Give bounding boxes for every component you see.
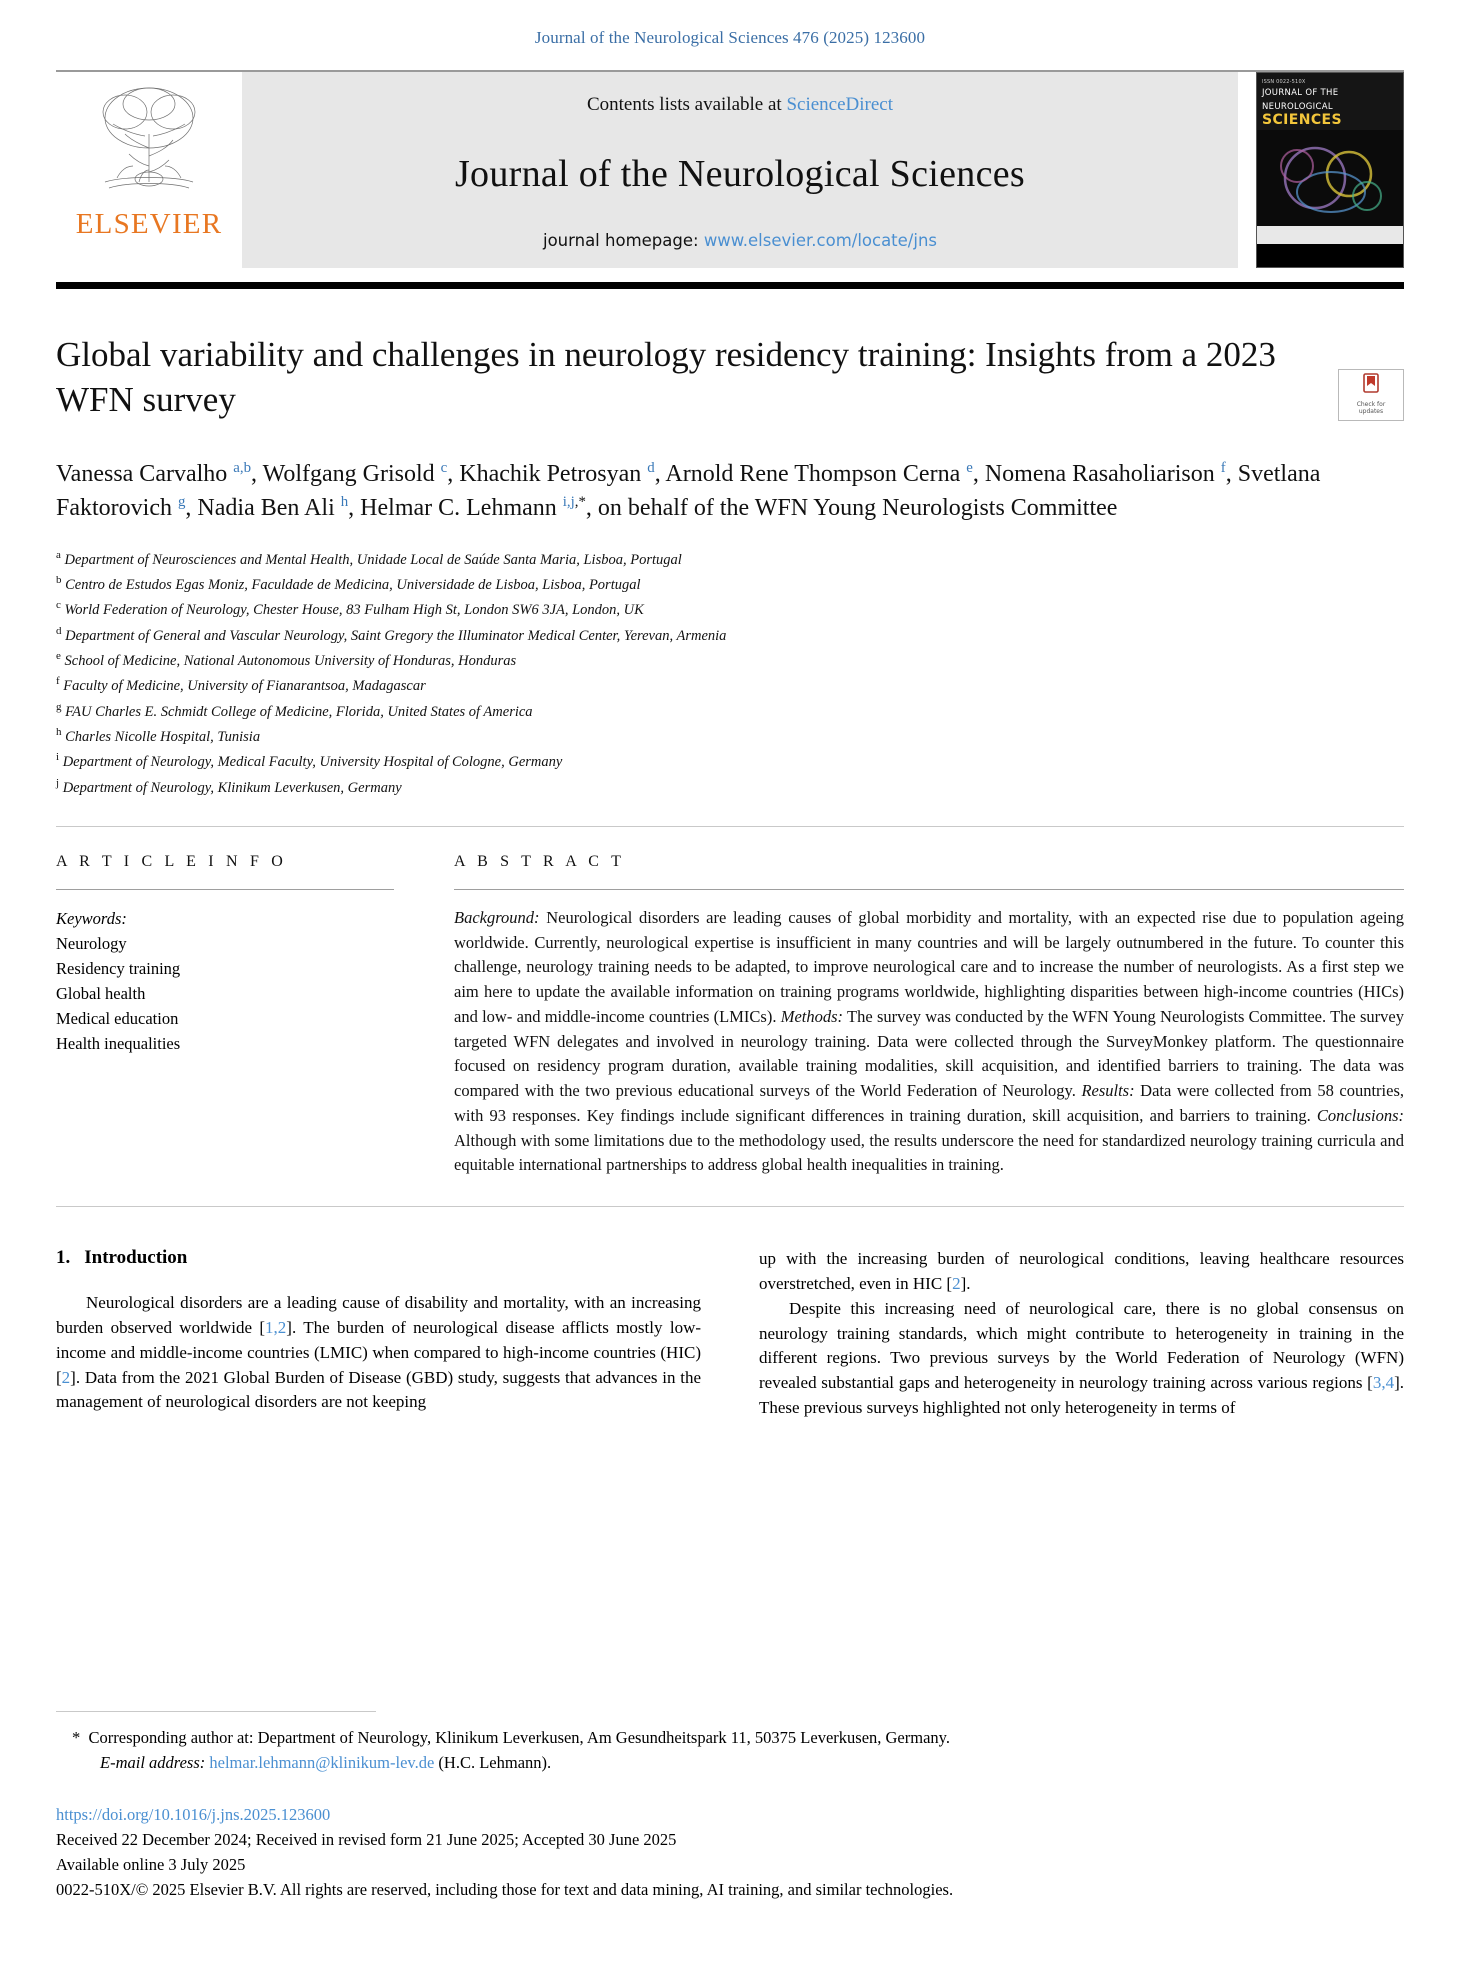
affiliation-mark: c [56, 599, 61, 612]
journal-masthead [56, 72, 1404, 268]
affiliation-mark: a [56, 548, 61, 561]
citation-ref-4[interactable]: 3,4 [1372, 1373, 1395, 1393]
affiliation-text: Department of General and Vascular Neurology, Saint Gregory the Illuminator Medical Center, Yerevan, Armenia [61, 627, 727, 644]
cover-header [1257, 73, 1403, 130]
cover-artwork [1257, 130, 1403, 226]
affiliation-text: School of Medicine, National Autonomous University of Honduras, Honduras [60, 652, 517, 669]
article-info-heading: A R T I C L E I N F O [56, 852, 288, 870]
affiliation-mark: d [56, 624, 62, 637]
abstract-section-label: Methods: [780, 1006, 844, 1026]
journal-title: Journal of the Neurological Sciences [454, 152, 1026, 195]
author-name: Vanessa Carvalho [56, 460, 234, 487]
intro-left-mid: ]. The burden of neurological disease afflicts mostly low-income and middle-income countries (LMIC) when compared to high-income countries (HIC) [ [56, 1317, 702, 1387]
affiliation-item [56, 623, 1404, 648]
email-label: E-mail address: [100, 1752, 206, 1772]
affiliation-list [56, 547, 1404, 800]
affiliation-item [56, 724, 1404, 749]
affiliation-text: Department of Neurology, Klinikum Leverkusen, Germany [59, 779, 402, 796]
author-affiliation-mark: f [1220, 459, 1226, 476]
author-list [56, 457, 1404, 525]
intro-right-post: ]. [960, 1273, 971, 1293]
intro-left-pre: Neurological disorders are a leading cause of disability and mortality, with an increasing burden observed worldwide [ [56, 1293, 701, 1337]
copyright-line: 0022-510X/© 2025 Elsevier B.V. All rights are reserved, including those for text and data mining, AI training, and similar technologies. [56, 1879, 954, 1899]
affiliation-item [56, 775, 1404, 800]
affiliation-item [56, 673, 1404, 698]
intro-right2-pre: Despite this increasing need of neurological care, there is no global consensus on neurology training standards, which might contribute to heterogeneity in training in the different regions. Two previous surveys by the World Federation of Neurology (WFN) revealed substantial gaps and heterogeneity in neurology training across various regions [ [759, 1298, 1404, 1393]
author-affiliation-mark: c [440, 459, 448, 476]
affiliation-text: World Federation of Neurology, Chester House, 83 Fulham High St, London SW6 3JA, London, UK [60, 602, 644, 619]
divider-below-abstract [56, 1206, 1404, 1207]
author-affiliation-mark: h [340, 493, 349, 510]
abstract-section-text: The survey was conducted by the WFN Young Neurologists Committee. The survey targeted WFN delegates and involved in neurology training. Data were collected through the SurveyMonkey platform. The questionnaire focused on residency program duration, available training modalities, skill acquisition, and identified barriers to training. The data was compared with the two previous educational surveys of the World Federation of Neurology. [454, 1006, 1404, 1101]
article-info-rule [56, 889, 394, 890]
email-suffix: (H.C. Lehmann). [438, 1752, 552, 1772]
author-name: Nadia Ben Ali [197, 494, 341, 521]
affiliation-mark: h [56, 725, 62, 738]
intro-paragraph-right-cont [759, 1247, 1404, 1297]
available-online-line: Available online 3 July 2025 [56, 1854, 246, 1874]
abstract-section-label: Results: [1081, 1081, 1135, 1101]
citation-ref-3[interactable]: 2 [952, 1273, 961, 1293]
affiliation-item [56, 648, 1404, 673]
keyword-item: Residency training [56, 959, 181, 979]
keyword-item: Global health [56, 984, 146, 1004]
section-title: Introduction [84, 1247, 188, 1269]
corresponding-author-mark: ,* [574, 493, 586, 510]
corresponding-star: * [72, 1728, 81, 1748]
affiliation-mark: f [56, 675, 60, 688]
author-name: Svetlana Faktorovich [56, 460, 1321, 521]
cover-line-2: NEUROLOGICAL [1262, 102, 1333, 113]
author-group-tail: , on behalf of the WFN Young Neurologists Committee [585, 494, 1118, 521]
cover-footer-band [1257, 226, 1403, 244]
author-name: Arnold Rene Thompson Cerna [665, 460, 967, 487]
affiliation-text: Department of Neurosciences and Mental Health, Unidade Local de Saúde Santa Maria, Lisboa, Portugal [60, 551, 682, 568]
elsevier-wordmark: ELSEVIER [75, 208, 223, 240]
crossmark-icon [1360, 373, 1382, 395]
affiliation-item [56, 572, 1404, 597]
crossmark-badge[interactable] [1338, 369, 1404, 421]
footer-block [56, 1802, 1404, 1902]
author-affiliation-mark: a,b [233, 459, 252, 476]
cover-issn: ISSN 0022-510X [1262, 79, 1306, 85]
keyword-item: Health inequalities [56, 1034, 181, 1054]
keywords-label: Keywords: [56, 908, 127, 928]
abstract-body [454, 906, 1404, 1178]
author-name: Helmar C. Lehmann [360, 494, 563, 521]
cover-line-1: JOURNAL OF THE [1262, 88, 1339, 99]
author-name: Khachik Petrosyan [459, 460, 648, 487]
section-number: 1. [56, 1247, 71, 1269]
abstract-paragraph [454, 906, 1404, 1178]
footnote-rule [56, 1711, 376, 1712]
doi-line [56, 1802, 1404, 1827]
author-affiliation-mark: e [966, 459, 973, 476]
crossmark-line-1: Check for [1356, 401, 1386, 408]
affiliation-mark: g [56, 700, 62, 713]
intro-paragraph-right-2 [759, 1297, 1404, 1421]
citation-ref-1[interactable]: 1,2 [265, 1317, 287, 1337]
author-affiliation-mark: g [177, 493, 186, 510]
body-columns [56, 1247, 1404, 1421]
abstract-section-label: Background: [454, 907, 540, 927]
crossmark-label [1339, 402, 1403, 416]
abstract-section-text: Data were collected from 58 countries, with 93 responses. Key findings include significant differences in training duration, skill acquisition, and barriers to training. [454, 1081, 1404, 1125]
email-line [100, 1751, 1404, 1776]
intro-right-pre: up with the increasing burden of neurological conditions, leaving healthcare resources overstretched, even in HIC [ [759, 1249, 1404, 1293]
article-content [56, 333, 1404, 1421]
citation-ref-2[interactable]: 2 [61, 1367, 71, 1387]
affiliation-text: Charles Nicolle Hospital, Tunisia [61, 728, 261, 745]
author-name: Nomena Rasaholiarison [984, 460, 1221, 487]
affiliation-item [56, 749, 1404, 774]
journal-homepage-line [543, 231, 937, 250]
contents-prefix: Contents lists available at [586, 94, 787, 115]
elsevier-logo [56, 72, 242, 268]
cover-line-3: SCIENCES [1262, 111, 1342, 128]
corresponding-author-line [72, 1726, 1404, 1751]
affiliation-mark: i [56, 751, 60, 764]
keywords-block [56, 906, 394, 1056]
email-link[interactable]: helmar.lehmann@klinikum-lev.de [209, 1752, 435, 1772]
crossmark-line-2: updates [1358, 407, 1384, 415]
masthead-center [242, 72, 1238, 268]
abstract-column [454, 853, 1404, 1178]
intro-right2-post: ]. These previous surveys highlighted not only heterogeneity in terms of [759, 1373, 1404, 1417]
affiliation-text: Centro de Estudos Egas Moniz, Faculdade de Medicina, Universidade de Lisboa, Lisboa, Portugal [61, 576, 641, 593]
affiliation-item [56, 699, 1404, 724]
affiliation-mark: e [56, 650, 61, 662]
author-affiliation-mark: i,j [562, 493, 575, 510]
journal-homepage-link[interactable]: www.elsevier.com/locate/jns [703, 231, 938, 250]
affiliation-item [56, 597, 1404, 622]
page-footnote [56, 1711, 1404, 1902]
keyword-item: Neurology [56, 933, 127, 953]
running-head: Journal of the Neurological Sciences 476 (2025) 123600 [534, 28, 926, 47]
abstract-section-text: Although with some limitations due to the methodology used, the results underscore the need for standardized neurology training curricula and equitable international partnerships to address global health inequalities in training. [454, 1130, 1404, 1175]
article-title: Global variability and challenges in neurology residency training: Insights from a 2023 WFN survey [56, 335, 1276, 419]
journal-cover-thumbnail [1256, 72, 1404, 268]
affiliation-text: Department of Neurology, Medical Faculty, University Hospital of Cologne, Germany [59, 754, 563, 771]
keywords-items [56, 931, 394, 1056]
body-column-right [759, 1247, 1404, 1421]
author-affiliation-mark: d [647, 459, 655, 476]
abstract-section-label: Conclusions: [1316, 1105, 1404, 1125]
received-line: Received 22 December 2024; Received in revised form 21 June 2025; Accepted 30 June 2025 [56, 1829, 677, 1849]
affiliation-item [56, 547, 1404, 572]
author-name: Wolfgang Grisold [262, 460, 441, 487]
masthead-bottom-rule [56, 282, 1404, 289]
affiliation-mark: j [56, 776, 60, 789]
article-info-column [56, 853, 394, 1178]
affiliation-text: Faculty of Medicine, University of Fianarantsoa, Madagascar [59, 678, 426, 695]
affiliation-mark: b [56, 574, 62, 587]
body-column-left [56, 1247, 701, 1421]
keyword-item: Medical education [56, 1009, 179, 1029]
abstract-section-text: Neurological disorders are leading causes of global morbidity and mortality, with an expected rise due to population ageing worldwide. Currently, neurological expertise is insufficient in many countries and will be largely outnumbered in the future. To counter this challenge, neurology training needs to be adapted, to improve neurological care and to increase the number of neurologists. As a first step we aim here to update the available information on training programs worldwide, highlighting disparities between high-income countries (HICs) and low- and middle-income countries (LMICs). [454, 907, 1404, 1026]
corresponding-text: Corresponding author at: Department of Neurology, Klinikum Leverkusen, Am Gesundheitspark 11, 50375 Leverkusen, Germany. [88, 1728, 950, 1748]
intro-paragraph-left [56, 1291, 701, 1415]
doi-link[interactable]: https://doi.org/10.1016/j.jns.2025.123600 [56, 1804, 331, 1824]
divider-above-abstract [56, 826, 1404, 827]
info-and-abstract [56, 853, 1404, 1178]
intro-left-post: ]. Data from the 2021 Global Burden of Disease (GBD) study, suggests that advances in the management of neurological disorders are not keeping [56, 1367, 701, 1412]
cover-rings-icon [1257, 130, 1403, 226]
contents-available-line [587, 94, 893, 116]
homepage-prefix: journal homepage: [542, 231, 704, 250]
abstract-heading: A B S T R A C T [454, 852, 626, 870]
elsevier-tree-icon [83, 78, 215, 206]
abstract-rule [454, 889, 1404, 890]
authors-rendered: Vanessa Carvalho $^{a,b}$, Wolfgang Grisold $^c$, Khachik Petrosyan $^d$, Arnold Rene Thompson Cerna $^e$, Nomena Rasaholiarison $^f$, Svetlana Faktorovich $^g$, Nadia Ben Ali $^h$, Helmar C. Lehmann $^{i,j,*}$, on behalf of the WFN Young Neurologists Committee [56, 459, 1321, 521]
sciencedirect-link[interactable]: ScienceDirect [786, 94, 894, 115]
introduction-heading [56, 1247, 701, 1269]
affiliation-text: FAU Charles E. Schmidt College of Medicine, Florida, United States of America [61, 703, 533, 720]
